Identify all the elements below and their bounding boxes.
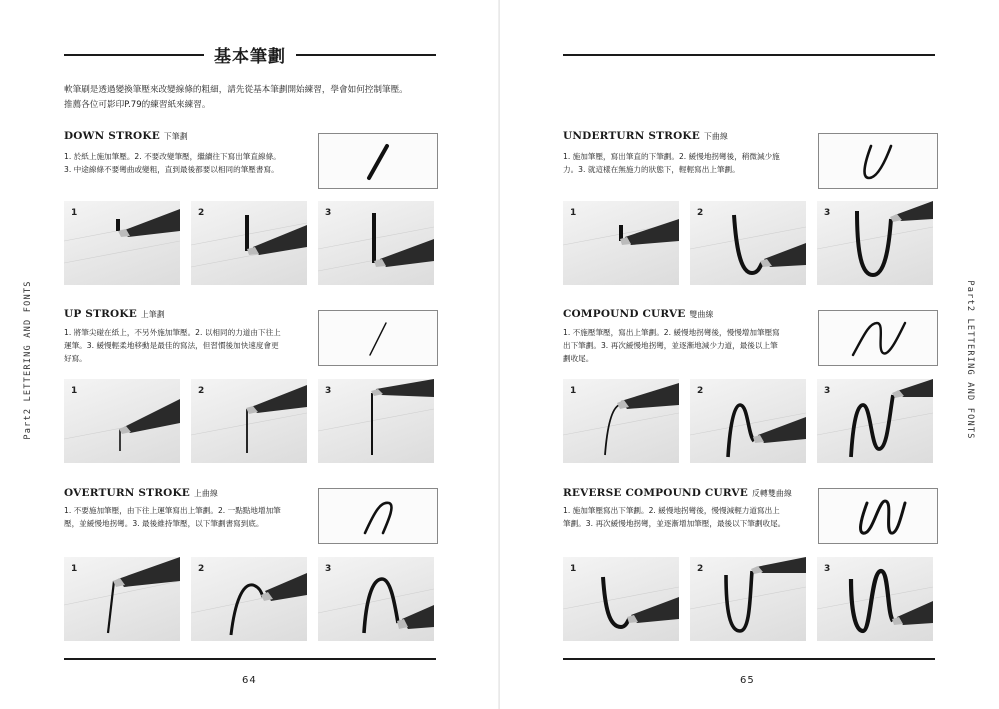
desc-line: 出下筆劃。3. 再次緩慢地拐彎，並逐漸地減少力道，最後以上筆	[563, 341, 778, 350]
desc-line: 1. 不要施加筆壓，由下往上運筆寫出上筆劃。2. 一點點地增加筆	[64, 506, 281, 515]
intro-line: 推薦各位可影印P.79的練習紙來練習。	[64, 100, 211, 110]
title-rule-right	[296, 54, 436, 56]
footer-rule-left	[64, 658, 436, 660]
left-page	[0, 0, 499, 709]
step-number: 1	[71, 386, 78, 396]
reverse-compound-curve-sample	[818, 488, 938, 544]
step-number: 3	[824, 564, 831, 574]
desc-line: 筆劃。3. 再次緩慢地拐彎，並逐漸增加筆壓，最後以下筆劃收尾。	[563, 519, 786, 528]
compound-curve-desc	[563, 326, 813, 365]
compound-curve-photo-3	[817, 379, 933, 463]
step-number: 2	[198, 386, 205, 396]
desc-line: 1. 將筆尖碰在紙上，不另外施加筆壓。2. 以相同的力道由下往上	[64, 328, 281, 337]
step-number: 1	[71, 208, 78, 218]
down-stroke-desc	[64, 150, 314, 176]
underturn-stroke-photo-3	[817, 201, 933, 285]
underturn-stroke-sample	[818, 133, 938, 189]
down-stroke-heading	[64, 130, 188, 142]
step-number: 3	[325, 564, 332, 574]
reverse-compound-curve-desc	[563, 504, 813, 530]
intro-line: 軟筆刷是透過變換筆壓來改變線條的粗細，請先從基本筆劃開始練習，學會如何控制筆壓。	[64, 85, 408, 95]
step-number: 1	[570, 208, 577, 218]
up-stroke-title-zh: 上筆劃	[140, 310, 165, 319]
side-label-left: Part2 LETTERING AND FONTS	[23, 280, 33, 440]
overturn-stroke-photo-3	[318, 557, 434, 641]
underturn-stroke-title-zh: 下曲線	[703, 132, 728, 141]
step-number: 2	[697, 564, 704, 574]
compound-curve-title: COMPOUND CURVE	[563, 308, 686, 320]
underturn-stroke-photo-1	[563, 201, 679, 285]
step-number: 3	[325, 208, 332, 218]
overturn-stroke-photo-1	[64, 557, 180, 641]
step-number: 2	[697, 386, 704, 396]
desc-line: 1. 於紙上施加筆壓。2. 不要改變筆壓，繼續往下寫出筆直線條。	[64, 152, 281, 161]
step-number: 3	[824, 208, 831, 218]
overturn-stroke-desc	[64, 504, 314, 530]
up-stroke-photo-3	[318, 379, 434, 463]
step-number: 2	[198, 564, 205, 574]
page-number-right: 65	[740, 675, 755, 686]
right-page	[500, 0, 999, 709]
title-rule-left	[64, 54, 204, 56]
up-stroke-desc	[64, 326, 314, 365]
intro-text	[64, 83, 444, 113]
overturn-stroke-title: OVERTURN STROKE	[64, 487, 191, 499]
desc-line: 力。3. 就這樣在無施力的狀態下，輕輕寫出上筆劃。	[563, 165, 740, 174]
underturn-stroke-desc	[563, 150, 813, 176]
down-stroke-photo-3	[318, 201, 434, 285]
underturn-stroke-heading	[563, 130, 728, 142]
desc-line: 1. 不施壓筆壓，寫出上筆劃。2. 緩慢地拐彎後，慢慢增加筆壓寫	[563, 328, 780, 337]
reverse-compound-curve-photo-1	[563, 557, 679, 641]
desc-line: 1. 施加筆壓，寫出筆直的下筆劃。2. 緩慢地拐彎後，稍微減少施	[563, 152, 780, 161]
reverse-compound-curve-title-zh: 反轉雙曲線	[751, 489, 792, 498]
compound-curve-photo-1	[563, 379, 679, 463]
step-number: 1	[71, 564, 78, 574]
down-stroke-photo-1	[64, 201, 180, 285]
step-number: 2	[198, 208, 205, 218]
up-stroke-photo-2	[191, 379, 307, 463]
top-rule-right	[563, 54, 935, 56]
footer-rule-right	[563, 658, 935, 660]
section-title: 基本筆劃	[214, 47, 286, 67]
step-number: 1	[570, 386, 577, 396]
reverse-compound-curve-photo-2	[690, 557, 806, 641]
page-number-left: 64	[242, 675, 257, 686]
underturn-stroke-photo-2	[690, 201, 806, 285]
side-label-right: Part2 LETTERING AND FONTS	[965, 280, 975, 440]
up-stroke-sample	[318, 310, 438, 366]
desc-line: 劃收尾。	[563, 354, 594, 363]
compound-curve-sample	[818, 310, 938, 366]
desc-line: 運筆。3. 緩慢輕柔地移動是最佳的寫法，但習慣後加快速度會更	[64, 341, 279, 350]
overturn-stroke-photo-2	[191, 557, 307, 641]
reverse-compound-curve-title: REVERSE COMPOUND CURVE	[563, 487, 748, 499]
up-stroke-title: UP STROKE	[64, 308, 137, 320]
compound-curve-title-zh: 雙曲線	[689, 310, 714, 319]
overturn-stroke-title-zh: 上曲線	[194, 489, 219, 498]
step-number: 1	[570, 564, 577, 574]
compound-curve-photo-2	[690, 379, 806, 463]
up-stroke-photo-1	[64, 379, 180, 463]
underturn-stroke-title: UNDERTURN STROKE	[563, 130, 700, 142]
reverse-compound-curve-heading	[563, 487, 792, 499]
desc-line: 好寫。	[64, 354, 87, 363]
reverse-compound-curve-photo-3	[817, 557, 933, 641]
overturn-stroke-sample	[318, 488, 438, 544]
desc-line: 1. 施加筆壓寫出下筆劃。2. 緩慢地拐彎後，慢慢減輕力道寫出上	[563, 506, 780, 515]
step-number: 3	[824, 386, 831, 396]
down-stroke-title: DOWN STROKE	[64, 130, 160, 142]
down-stroke-photo-2	[191, 201, 307, 285]
down-stroke-title-zh: 下筆劃	[163, 132, 188, 141]
desc-line: 3. 中途線條不要彎曲或變粗，直到最後都要以相同的筆壓書寫。	[64, 165, 279, 174]
overturn-stroke-heading	[64, 487, 218, 499]
step-number: 2	[697, 208, 704, 218]
step-number: 3	[325, 386, 332, 396]
up-stroke-heading	[64, 308, 165, 320]
desc-line: 壓，並緩慢地拐彎。3. 最後維持筆壓，以下筆劃書寫到底。	[64, 519, 264, 528]
compound-curve-heading	[563, 308, 714, 320]
down-stroke-sample	[318, 133, 438, 189]
